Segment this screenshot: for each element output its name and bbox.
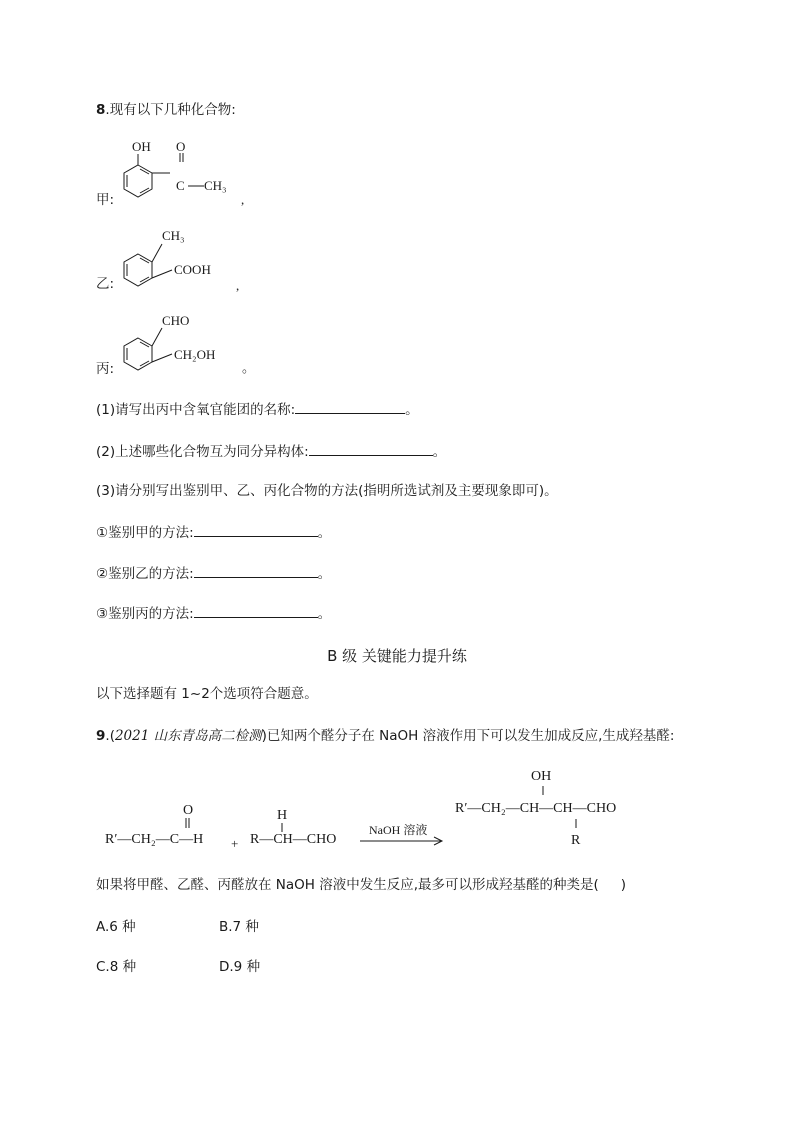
q9-question-text: 如果将甲醛、乙醛、丙醛放在 NaOH 溶液中发生反应,最多可以形成羟基醛的种类是( <box>96 877 599 893</box>
q8-m1-text: ①鉴别甲的方法: <box>96 525 194 541</box>
q8-sub1-end: 。 <box>405 402 419 418</box>
jia-label: 甲: <box>96 192 115 208</box>
option-a[interactable]: A.6 种 <box>96 919 136 935</box>
reaction-condition: NaOH 溶液 <box>369 823 428 837</box>
reactant2: R—CH—CHO <box>250 832 337 847</box>
q8-m2-text: ②鉴别乙的方法: <box>96 566 194 582</box>
yi-benzene-ring <box>124 254 152 286</box>
q8-sub2-text: (2)上述哪些化合物互为同分异构体: <box>96 444 309 460</box>
q8-method1 <box>96 522 331 542</box>
q8-number: 8 <box>96 102 106 118</box>
bing-cho: CHO <box>162 313 190 328</box>
answer-blank-3[interactable] <box>194 522 318 537</box>
bing-ch2oh: CH₂OH <box>174 347 216 362</box>
jia-punct: , <box>241 192 245 207</box>
jia-oh: OH <box>132 139 151 154</box>
section-b-note: 以下选择题有 1~2个选项符合题意。 <box>96 686 318 702</box>
q8-stem <box>96 101 236 119</box>
plus-sign: + <box>231 836 239 851</box>
q9-stem <box>96 727 674 745</box>
option-b[interactable]: B.7 种 <box>219 919 259 935</box>
q9-prefix: .( <box>105 728 115 744</box>
product-r: R <box>571 833 581 848</box>
answer-blank-4[interactable] <box>194 563 318 578</box>
q8-sub3: (3)请分别写出鉴别甲、乙、丙化合物的方法(指明所选试剂及主要现象即可)。 <box>96 483 558 499</box>
section-b-title: B 级 关键能力提升练 <box>327 647 467 665</box>
reactant1: R′—CH₂—C—H <box>105 832 204 847</box>
reaction-equation <box>100 762 680 858</box>
yi-structure <box>110 222 260 302</box>
q8-m2-end: 。 <box>317 566 332 582</box>
q8-method2 <box>96 563 331 583</box>
q8-m3-text: ③鉴别丙的方法: <box>96 606 194 622</box>
answer-blank-1[interactable] <box>295 399 405 414</box>
jia-ch3: CH₃ <box>204 178 227 193</box>
yi-cooh: COOH <box>174 262 211 277</box>
jia-o: O <box>176 139 186 154</box>
product-oh: OH <box>531 769 552 784</box>
jia-benzene-ring <box>124 165 152 197</box>
q9-number: 9 <box>96 728 106 744</box>
bing-structure <box>110 306 260 386</box>
q8-method3 <box>96 603 331 623</box>
bing-label: 丙: <box>96 361 115 377</box>
q8-sub1 <box>96 399 419 419</box>
yi-punct: , <box>236 278 240 293</box>
yi-label: 乙: <box>96 276 115 292</box>
q9-question <box>96 876 626 894</box>
q8-sub1-text: (1)请写出丙中含氧官能团的名称: <box>96 402 296 418</box>
bing-punct: 。 <box>242 360 256 375</box>
jia-structure <box>110 136 260 216</box>
q8-m3-end: 。 <box>317 606 332 622</box>
answer-blank-2[interactable] <box>309 441 433 456</box>
q9-source: 2021 山东青岛高二检测 <box>114 728 262 744</box>
q8-stem-text: .现有以下几种化合物: <box>105 102 236 118</box>
q8-sub2 <box>96 441 446 461</box>
reactant2-h: H <box>277 808 288 823</box>
option-c[interactable]: C.8 种 <box>96 959 137 975</box>
q8-sub2-end: 。 <box>432 444 447 460</box>
answer-blank-5[interactable] <box>194 603 318 618</box>
product: R′—CH₂—CH—CH—CHO <box>455 801 617 816</box>
jia-c: C <box>176 178 185 193</box>
bing-benzene-ring <box>124 338 152 370</box>
q8-m1-end: 。 <box>317 525 332 541</box>
reactant1-o: O <box>183 803 194 818</box>
q9-question-end: ) <box>620 877 627 893</box>
q9-stem-text: )已知两个醛分子在 NaOH 溶液作用下可以发生加成反应,生成羟基醛: <box>261 728 675 744</box>
option-d[interactable]: D.9 种 <box>219 959 261 975</box>
yi-ch3: CH₃ <box>162 228 185 243</box>
